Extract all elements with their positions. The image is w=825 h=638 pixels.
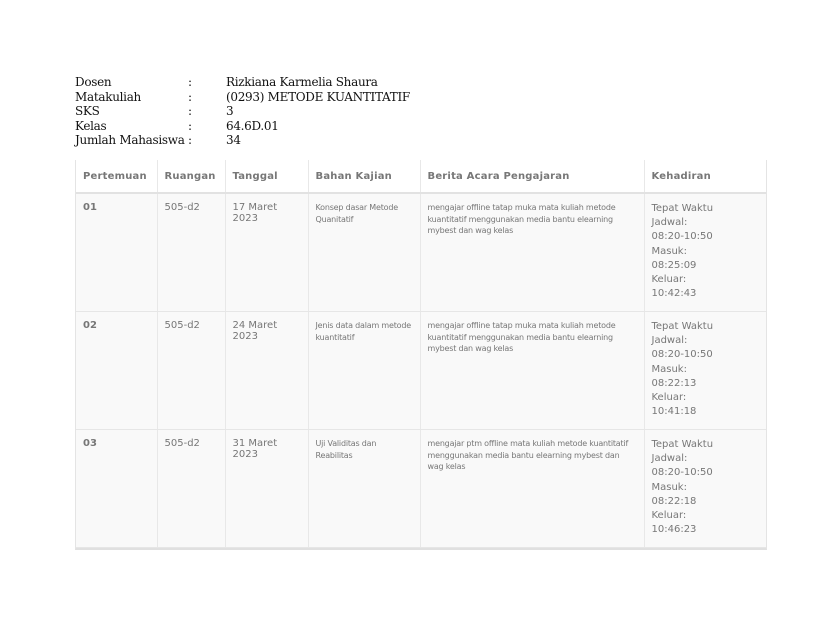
info-label: Matakuliah bbox=[75, 89, 141, 104]
info-label: Dosen bbox=[75, 75, 112, 89]
kehadiran-status: Tepat Waktu bbox=[651, 203, 714, 214]
cell-kehadiran bbox=[644, 193, 766, 312]
cell-berita-acara: mengajar offline tatap muka mata kuliah metode kuantitatif menggunakan media bantu elearning mybest dan wag kelas bbox=[420, 312, 644, 430]
kehadiran-keluar-value: 10:46:23 bbox=[651, 524, 697, 536]
info-colon: : bbox=[188, 75, 192, 89]
cell-kehadiran bbox=[644, 430, 766, 548]
kehadiran-status: Tepat Waktu bbox=[651, 321, 714, 332]
kehadiran-keluar-label: Keluar: bbox=[651, 274, 687, 286]
attendance-table-container bbox=[75, 160, 767, 550]
header-ruangan: Ruangan bbox=[157, 160, 225, 193]
kehadiran-masuk-label: Masuk: bbox=[651, 363, 687, 375]
attendance-table bbox=[76, 160, 766, 548]
info-label: SKS bbox=[75, 104, 100, 118]
kehadiran-status: Tepat Waktu bbox=[651, 439, 714, 450]
cell-bahan-kajian: Uji Validitas dan Reabilitas bbox=[308, 430, 420, 548]
info-row-jumlah-mahasiswa bbox=[75, 133, 410, 148]
info-label: Kelas bbox=[75, 118, 107, 133]
cell-pertemuan: 02 bbox=[76, 312, 157, 430]
header-berita-acara: Berita Acara Pengajaran bbox=[420, 160, 644, 193]
cell-berita-acara: mengajar offline tatap muka mata kuliah metode kuantitatif menggunakan media bantu elearning mybest dan wag kelas bbox=[420, 193, 644, 312]
info-value: (0293) METODE KUANTITATIF bbox=[226, 89, 410, 104]
info-value: 3 bbox=[226, 104, 234, 118]
cell-ruangan: 505-d2 bbox=[157, 193, 225, 312]
header-bahan-kajian: Bahan Kajian bbox=[308, 160, 420, 193]
info-row-matakuliah bbox=[75, 90, 410, 105]
kehadiran-masuk-value: 08:25:09 bbox=[651, 259, 697, 271]
kehadiran-keluar-value: 10:42:43 bbox=[651, 288, 697, 300]
cell-pertemuan: 01 bbox=[76, 193, 157, 312]
info-value: 64.6D.01 bbox=[226, 118, 279, 133]
kehadiran-jadwal-label: Jadwal: bbox=[651, 453, 688, 465]
kehadiran-jadwal-value: 08:20-10:50 bbox=[651, 349, 713, 361]
info-label: Jumlah Mahasiswa bbox=[75, 133, 185, 147]
info-value: 34 bbox=[226, 133, 241, 147]
cell-tanggal: 24 Maret 2023 bbox=[225, 312, 308, 430]
table-row bbox=[76, 312, 766, 430]
course-info bbox=[75, 75, 410, 148]
kehadiran-masuk-label: Masuk: bbox=[651, 245, 687, 257]
header-pertemuan: Pertemuan bbox=[76, 160, 157, 193]
kehadiran-masuk-value: 08:22:13 bbox=[651, 377, 697, 389]
cell-tanggal: 31 Maret 2023 bbox=[225, 430, 308, 548]
info-row-dosen bbox=[75, 75, 410, 90]
cell-ruangan: 505-d2 bbox=[157, 312, 225, 430]
kehadiran-jadwal-value: 08:20-10:50 bbox=[651, 231, 713, 243]
info-colon: : bbox=[188, 118, 192, 133]
kehadiran-jadwal-label: Jadwal: bbox=[651, 217, 688, 229]
header-tanggal: Tanggal bbox=[225, 160, 308, 193]
info-row-kelas bbox=[75, 119, 410, 134]
info-value: Rizkiana Karmelia Shaura bbox=[226, 75, 378, 89]
table-row bbox=[76, 430, 766, 548]
cell-berita-acara: mengajar ptm offline mata kuliah metode kuantitatif menggunakan media bantu elearning mybest dan wag kelas bbox=[420, 430, 644, 548]
cell-kehadiran bbox=[644, 312, 766, 430]
kehadiran-masuk-value: 08:22:18 bbox=[651, 495, 697, 507]
info-colon: : bbox=[188, 89, 192, 104]
cell-pertemuan: 03 bbox=[76, 430, 157, 548]
kehadiran-keluar-label: Keluar: bbox=[651, 510, 687, 522]
kehadiran-keluar-label: Keluar: bbox=[651, 392, 687, 404]
table-row bbox=[76, 193, 766, 312]
cell-bahan-kajian: Konsep dasar Metode Quanitatif bbox=[308, 193, 420, 312]
info-colon: : bbox=[188, 133, 192, 147]
info-row-sks bbox=[75, 104, 410, 119]
cell-tanggal: 17 Maret 2023 bbox=[225, 193, 308, 312]
cell-ruangan: 505-d2 bbox=[157, 430, 225, 548]
kehadiran-keluar-value: 10:41:18 bbox=[651, 406, 697, 418]
cell-bahan-kajian: Jenis data dalam metode kuantitatif bbox=[308, 312, 420, 430]
kehadiran-masuk-label: Masuk: bbox=[651, 481, 687, 493]
table-header-row bbox=[76, 160, 766, 193]
info-colon: : bbox=[188, 104, 192, 118]
kehadiran-jadwal-value: 08:20-10:50 bbox=[651, 467, 713, 479]
kehadiran-jadwal-label: Jadwal: bbox=[651, 335, 688, 347]
header-kehadiran: Kehadiran bbox=[644, 160, 766, 193]
